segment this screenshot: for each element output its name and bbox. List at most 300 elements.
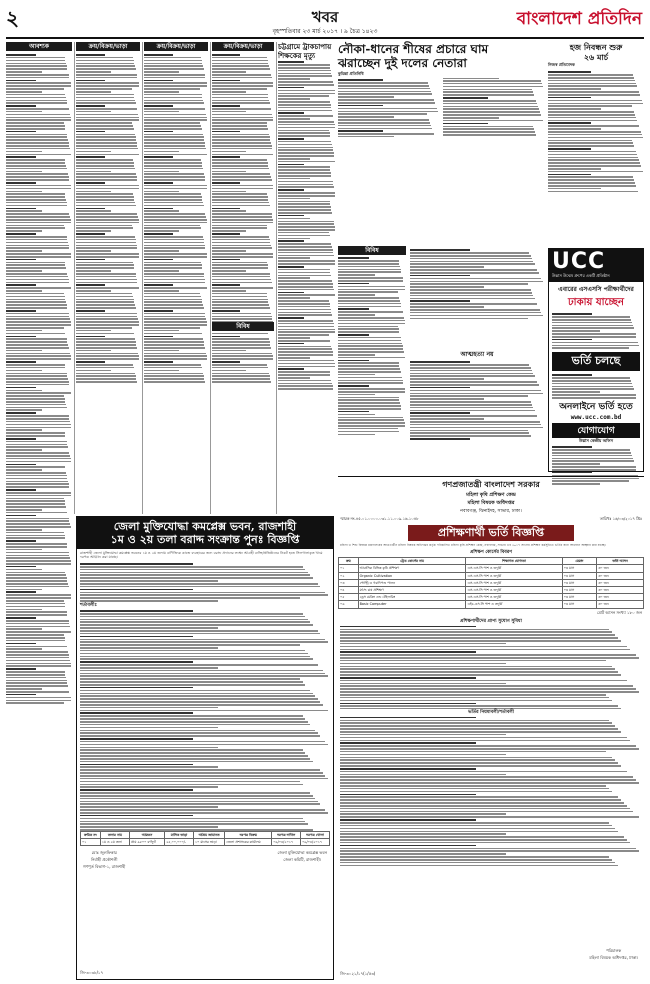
text-line [410,393,543,395]
text-line [212,378,270,380]
classified-ads-text [338,257,406,435]
text-line [340,791,612,793]
text-line [212,364,267,366]
text-line [6,310,36,312]
text-line [410,263,535,265]
text-line [6,199,66,201]
text-line [76,250,111,252]
text-line [6,82,71,84]
text-line [212,282,272,284]
text-line [212,381,271,383]
text-line [144,327,200,329]
text-line [212,168,269,170]
text-line [548,137,643,139]
text-line [212,247,272,249]
text-line [212,279,271,281]
text-line [144,344,204,346]
text-line [6,529,42,531]
text-line [6,572,65,574]
text-line [6,284,36,286]
text-line [144,136,204,138]
text-line [212,270,246,272]
text-line [340,774,506,776]
text-line [6,139,68,141]
text-line [6,455,70,457]
text-line [144,296,201,298]
text-line [410,367,531,369]
text-line [340,751,606,753]
text-line [6,367,65,369]
text-line [410,275,470,277]
text-line [6,566,36,568]
text-line [278,90,335,92]
text-line [6,210,42,212]
text-line [6,299,65,301]
text-line [76,290,111,292]
text-line [6,301,66,303]
text-line [76,168,135,170]
text-line [6,182,36,184]
obit-headline: আত্মহত্যা নয় [460,351,494,358]
text-line [144,353,206,355]
classified-head-abashyak: আবশ্যক [6,42,72,51]
text-line [144,290,179,292]
date-line: বৃহস্পতিবার ২৩ মার্চ ২০১৭ । ৯ চৈত্র ১৪২৩ [272,28,378,35]
ucc-contact-head: যোগাযোগ [552,423,640,438]
text-line [340,705,618,707]
text-line [76,259,105,261]
text-line [278,212,332,214]
text-line [80,732,318,734]
text-line [6,262,65,264]
header-rule [6,37,644,39]
text-line [144,185,207,187]
text-line [212,242,270,244]
text-line [6,623,69,625]
text-line [278,81,333,83]
text-line [80,589,193,591]
text-line [76,105,105,107]
text-line [212,210,246,212]
text-line [6,105,36,107]
text-line [278,98,310,100]
text-line [278,138,304,140]
text-line [340,674,621,676]
text-line [6,677,66,679]
text-line [144,270,179,272]
text-line [6,282,69,284]
bibidh-head: বিবিধ [212,322,274,331]
text-line [278,110,332,112]
text-line [6,643,36,645]
text-line [340,663,506,665]
text-line [144,156,173,158]
text-line [144,97,202,99]
text-line [76,57,133,59]
text-line [80,784,303,786]
text-line [278,272,330,274]
text-line [80,747,218,749]
table-cell: আবাসিক বিভিন্ন কৃষি প্রশিক্ষণ [358,565,466,572]
text-line [338,320,405,322]
text-line [6,518,69,520]
text-line [212,162,268,164]
text-line [278,371,330,373]
text-line [212,71,246,73]
text-line [212,117,273,119]
text-line [144,264,202,266]
text-line [76,358,139,360]
text-line [410,312,541,314]
table-cell: ৩০ জন [597,601,644,608]
text-line [76,293,132,295]
text-line [144,284,173,286]
text-line [340,839,627,841]
text-line [212,225,267,227]
rajshahi-terms-text [77,609,333,831]
text-line [144,307,204,309]
text-line [212,316,272,318]
text-line [278,130,329,132]
text-line [340,842,630,844]
text-line [76,219,139,221]
text-line [338,334,369,336]
text-line [443,117,499,119]
text-line [76,213,137,215]
classified-column-4 [212,42,274,514]
column-divider [142,42,143,514]
text-line [6,233,36,235]
text-line [144,74,205,76]
text-line [6,74,69,76]
ucc-website[interactable]: www.ucc.com.bd [570,414,622,421]
text-line [76,330,111,332]
table-cell: এস.এস.সি পাশ ও তদূর্ধ্ব [466,579,562,586]
text-line [6,364,65,366]
text-line [6,535,65,537]
main-news [338,42,544,78]
table-row [339,579,644,586]
text-line [6,415,69,417]
text-line [144,276,204,278]
text-line [338,340,401,342]
text-line [6,560,71,562]
text-line [144,80,173,82]
text-line [212,54,240,56]
text-line [548,176,633,178]
column-divider [276,42,277,514]
text-line [144,222,207,224]
text-line [278,172,331,174]
text-line [144,375,204,377]
text-line [6,316,69,318]
rajshahi-intro: রাজশাহী জেলা মুক্তিযোদ্ধা কমপ্লেক্স ভবনের ১ম ও ২য় তলায় বাণিজ্যিক কাজে ব্যবহারের জন্য বরাদ্দ প্রদানের লক্ষ্যে আগ্রহী ব্যক্তি/প্রতিষ্ঠানের নিকট হতে সিলগালাকৃত খামে দরপত্র আহ্বান করা যাচ্ছে। [80,551,323,560]
text-line [6,631,71,633]
news-body-text [278,61,336,390]
text-line [144,273,204,275]
text-line [144,176,205,178]
text-line [76,276,136,278]
text-line [6,145,69,147]
text-line [76,205,136,207]
text-line [76,88,132,90]
rajshahi-table-header: অগ্রিম জামানত [193,831,224,838]
rajshahi-table-header: মাসিক ভাড়া [165,831,194,838]
text-line [552,449,630,451]
text-line [6,648,42,650]
text-line [410,286,484,288]
text-line [443,83,542,85]
text-line [340,651,476,653]
text-line [338,345,403,347]
text-line [212,136,270,138]
text-line [212,202,269,204]
text-line [548,157,638,159]
text-line [80,826,218,828]
text-line [6,222,71,224]
text-line [6,100,67,102]
text-line [144,108,205,110]
classified-ads-text [76,54,140,383]
text-line [6,176,69,178]
text-line [6,151,42,153]
text-line [410,258,532,260]
text-line [338,102,435,104]
text-line [278,260,335,262]
text-line [410,432,529,434]
text-line [6,247,69,249]
news-body-text [548,71,644,192]
text-line [6,540,36,542]
text-line [212,145,272,147]
text-line [340,691,639,693]
text-line [80,727,218,729]
text-line [80,673,325,675]
text-line [278,93,335,95]
text-line [80,667,218,669]
text-line [278,206,331,208]
text-line [212,191,246,193]
text-line [338,328,399,330]
text-line [410,401,531,403]
text-line [212,290,246,292]
text-line [76,100,135,102]
table-cell: ০৪ [339,586,359,593]
text-line [6,387,36,389]
text-line [552,452,631,454]
text-line [278,252,333,254]
text-line [278,249,333,251]
text-line [144,179,205,181]
text-line [552,322,632,324]
text-line [80,789,193,791]
text-line [212,88,267,90]
text-line [6,461,71,463]
rajshahi-title: জেলা মুক্তিযোদ্ধা কমপ্লেক্স ভবন, রাজশাহী [113,520,297,533]
text-line [6,154,71,156]
text-line [212,65,269,67]
text-line [410,266,484,268]
text-line [6,80,36,82]
text-line [340,833,506,835]
text-line [338,326,398,328]
text-line [212,341,270,343]
text-line [6,77,69,79]
text-line [6,375,67,377]
text-line [338,354,375,356]
rajshahi-table [80,831,330,846]
text-line [76,202,135,204]
text-line [338,133,434,135]
text-line [340,731,621,733]
text-line [340,634,615,636]
rajshahi-table-header: ক্রমিক নং [81,831,101,838]
text-line [212,114,272,116]
text-line [278,181,333,183]
text-line [76,264,134,266]
text-line [80,735,320,737]
text-line [6,321,71,323]
text-line [548,168,601,170]
text-line [278,385,333,387]
text-line [410,395,528,397]
rajshahi-sign-name: মোঃ জুলফিকার [91,850,117,856]
text-line [6,196,65,198]
text-line [212,182,240,184]
text-line [552,466,636,468]
text-line [212,344,270,346]
text-line [212,318,272,320]
text-line [144,151,179,153]
text-line [6,114,70,116]
text-line [338,382,403,384]
text-line [338,122,430,124]
text-line [76,353,138,355]
text-line [278,331,335,333]
text-line [278,201,330,203]
text-line [144,250,179,252]
text-line [410,269,537,271]
text-line [338,425,405,427]
text-line [410,252,529,254]
text-line [340,685,633,687]
text-line [76,284,105,286]
text-line [410,364,529,366]
text-line [144,102,204,104]
text-line [548,165,641,167]
govt-title: গণপ্রজাতন্ত্রী বাংলাদেশ সরকার [442,479,540,489]
text-line [76,111,111,113]
text-line [6,378,68,380]
text-line [338,286,405,288]
table-cell: Basic Computer [358,601,466,608]
text-line [76,122,132,124]
table-cell: ১০ মাসের ভাড়া [193,839,224,846]
text-line [6,91,42,93]
text-line [80,749,303,751]
text-line [6,304,67,306]
text-line [6,452,69,454]
second-news-body [410,248,544,348]
text-line [6,637,65,639]
text-line [212,276,270,278]
text-line [6,361,36,363]
text-line [338,428,398,430]
text-line [80,592,325,594]
text-line [6,134,67,136]
text-line [212,347,271,349]
text-line [278,257,310,259]
text-line [6,609,42,611]
text-line [340,825,612,827]
table-cell: ০৬ [339,601,359,608]
obit-headline-box [410,350,544,360]
text-line [340,720,609,722]
text-line [6,583,68,585]
text-line [80,803,320,805]
text-line [6,350,42,352]
table-cell: জেলা প্রশাসকের কার্যালয় [225,839,272,846]
text-line [212,91,246,93]
text-line [212,188,273,190]
text-line [6,88,64,90]
text-line [212,233,240,235]
table-cell: মৎস্য চাষ প্রশিক্ষণ [358,586,466,593]
text-line [6,256,71,258]
text-line [76,310,105,312]
text-line [76,125,133,127]
text-line [212,193,267,195]
text-line [410,281,543,283]
text-line [212,77,272,79]
text-line [144,310,173,312]
text-line [443,120,543,122]
text-line [144,364,201,366]
text-line [80,633,320,635]
text-line [552,388,634,390]
text-line [340,725,615,727]
text-line [6,318,70,320]
text-line [76,364,133,366]
text-line [76,119,139,121]
text-line [212,205,270,207]
text-line [80,701,320,703]
rajshahi-terms-head: শর্তাবলীঃ [80,602,97,608]
text-line [338,362,399,364]
text-line [6,489,36,491]
text-line [212,355,273,357]
text-line [278,78,310,80]
ucc-line1: এবারের এসএসসি পরীক্ষার্থীদের [558,286,634,293]
news-body-text [338,78,544,137]
text-line [6,188,71,190]
text-line [80,772,323,774]
table-cell: এইচ.এস.সি পাশ ও তদূর্ধ্ব [466,601,562,608]
text-line [6,60,65,62]
text-line [340,745,636,747]
text-line [212,63,268,65]
text-line [443,111,540,113]
text-line [443,134,536,136]
text-line [278,337,310,339]
text-line [80,752,305,754]
text-line [6,390,42,392]
text-line [76,80,105,82]
text-line [340,683,506,685]
text-line [6,586,69,588]
right-headline-line2: ২৬ মার্চ [583,52,609,62]
text-line [6,668,36,670]
